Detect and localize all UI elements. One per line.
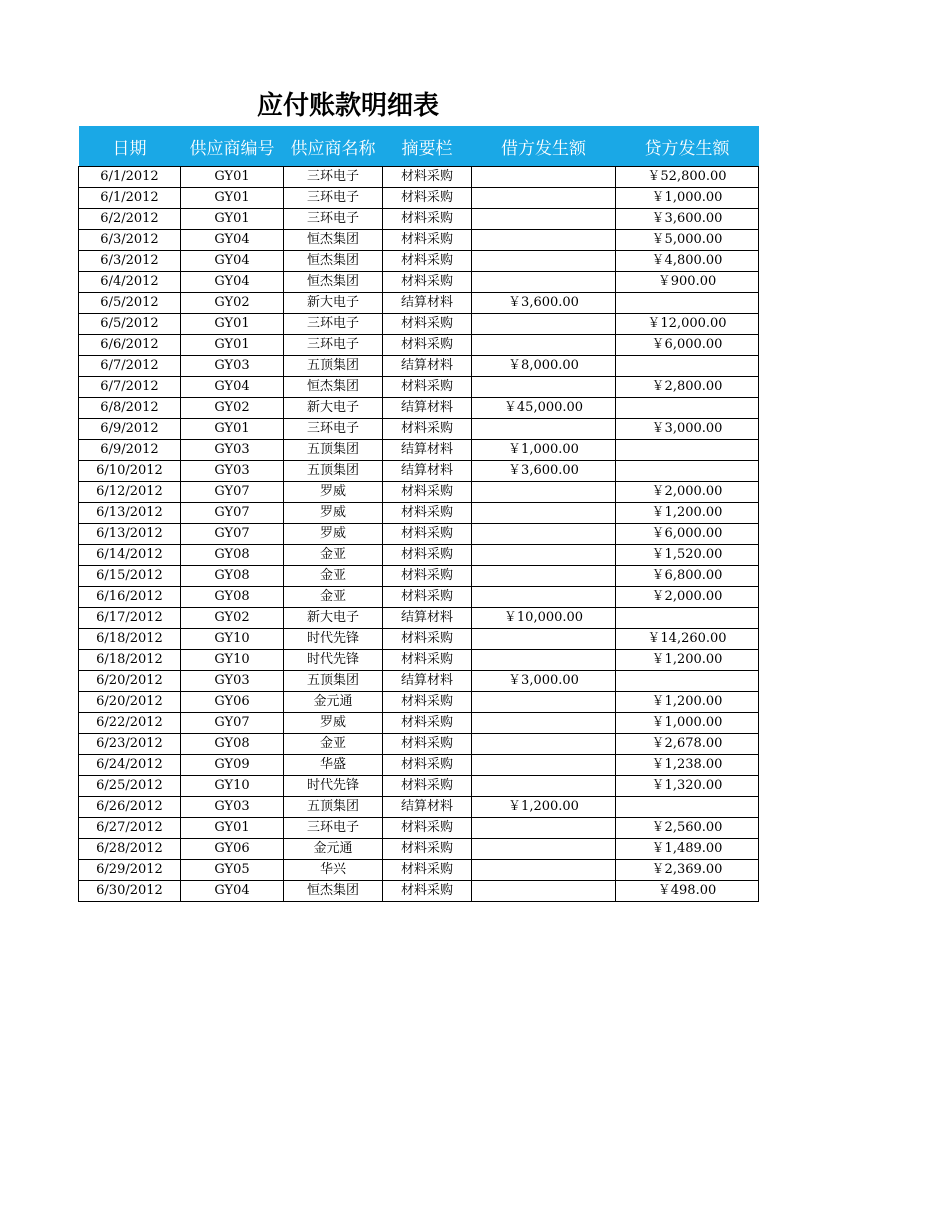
cell-supplier-name: 罗威 — [284, 524, 383, 545]
cell-supplier-id: GY10 — [181, 650, 284, 671]
cell-summary: 材料采购 — [383, 818, 472, 839]
cell-date: 6/5/2012 — [79, 293, 181, 314]
cell-summary: 结算材料 — [383, 671, 472, 692]
cell-date: 6/25/2012 — [79, 776, 181, 797]
cell-supplier-id: GY03 — [181, 461, 284, 482]
cell-date: 6/1/2012 — [79, 188, 181, 209]
cell-debit — [472, 776, 616, 797]
table-row — [79, 314, 759, 335]
cell-debit — [472, 629, 616, 650]
cell-debit — [472, 524, 616, 545]
cell-debit — [472, 230, 616, 251]
cell-supplier-name: 罗威 — [284, 482, 383, 503]
cell-date: 6/23/2012 — [79, 734, 181, 755]
table-row — [79, 629, 759, 650]
table-row — [79, 293, 759, 314]
cell-supplier-name: 五顶集团 — [284, 461, 383, 482]
cell-supplier-id: GY06 — [181, 692, 284, 713]
cell-supplier-name: 恒杰集团 — [284, 251, 383, 272]
cell-summary: 结算材料 — [383, 461, 472, 482]
cell-credit: ￥6,000.00 — [616, 335, 759, 356]
cell-debit: ￥1,000.00 — [472, 440, 616, 461]
cell-date: 6/3/2012 — [79, 251, 181, 272]
cell-supplier-name: 五顶集团 — [284, 356, 383, 377]
cell-supplier-id: GY04 — [181, 377, 284, 398]
table-row — [79, 461, 759, 482]
cell-debit — [472, 482, 616, 503]
header-date: 日期 — [79, 126, 181, 167]
cell-date: 6/16/2012 — [79, 587, 181, 608]
cell-summary: 材料采购 — [383, 167, 472, 188]
cell-supplier-id: GY01 — [181, 419, 284, 440]
cell-credit: ￥4,800.00 — [616, 251, 759, 272]
cell-date: 6/29/2012 — [79, 860, 181, 881]
cell-summary: 材料采购 — [383, 587, 472, 608]
cell-date: 6/20/2012 — [79, 692, 181, 713]
table-row — [79, 356, 759, 377]
cell-supplier-id: GY07 — [181, 482, 284, 503]
cell-date: 6/30/2012 — [79, 881, 181, 902]
cell-credit: ￥1,200.00 — [616, 650, 759, 671]
cell-supplier-name: 新大电子 — [284, 293, 383, 314]
cell-supplier-name: 金亚 — [284, 545, 383, 566]
table-row — [79, 335, 759, 356]
cell-credit: ￥2,000.00 — [616, 587, 759, 608]
cell-supplier-name: 五顶集团 — [284, 797, 383, 818]
table-row — [79, 566, 759, 587]
cell-debit — [472, 251, 616, 272]
cell-debit — [472, 335, 616, 356]
cell-credit: ￥52,800.00 — [616, 167, 759, 188]
payables-table — [78, 126, 759, 902]
cell-supplier-id: GY08 — [181, 566, 284, 587]
cell-date: 6/24/2012 — [79, 755, 181, 776]
cell-date: 6/12/2012 — [79, 482, 181, 503]
cell-date: 6/9/2012 — [79, 440, 181, 461]
cell-supplier-id: GY07 — [181, 503, 284, 524]
cell-summary: 材料采购 — [383, 503, 472, 524]
cell-debit — [472, 314, 616, 335]
cell-supplier-id: GY01 — [181, 818, 284, 839]
cell-date: 6/2/2012 — [79, 209, 181, 230]
cell-credit: ￥6,800.00 — [616, 566, 759, 587]
table-row — [79, 713, 759, 734]
cell-date: 6/18/2012 — [79, 629, 181, 650]
cell-credit — [616, 398, 759, 419]
table-row — [79, 587, 759, 608]
cell-summary: 材料采购 — [383, 230, 472, 251]
cell-supplier-name: 五顶集团 — [284, 671, 383, 692]
cell-credit: ￥1,000.00 — [616, 188, 759, 209]
cell-summary: 材料采购 — [383, 335, 472, 356]
cell-summary: 结算材料 — [383, 608, 472, 629]
table-row — [79, 650, 759, 671]
cell-date: 6/5/2012 — [79, 314, 181, 335]
cell-supplier-name: 金元通 — [284, 692, 383, 713]
header-row — [79, 126, 759, 167]
cell-supplier-id: GY04 — [181, 251, 284, 272]
cell-supplier-id: GY10 — [181, 629, 284, 650]
page-title: 应付账款明细表 — [256, 91, 439, 121]
cell-supplier-name: 三环电子 — [284, 188, 383, 209]
cell-supplier-id: GY08 — [181, 545, 284, 566]
cell-date: 6/7/2012 — [79, 356, 181, 377]
cell-debit — [472, 713, 616, 734]
cell-supplier-name: 三环电子 — [284, 818, 383, 839]
cell-summary: 材料采购 — [383, 860, 472, 881]
cell-supplier-id: GY01 — [181, 167, 284, 188]
cell-summary: 材料采购 — [383, 881, 472, 902]
cell-summary: 材料采购 — [383, 629, 472, 650]
cell-supplier-id: GY04 — [181, 881, 284, 902]
cell-date: 6/20/2012 — [79, 671, 181, 692]
header-summary: 摘要栏 — [383, 126, 472, 167]
cell-summary: 材料采购 — [383, 650, 472, 671]
cell-summary: 结算材料 — [383, 440, 472, 461]
cell-credit — [616, 440, 759, 461]
cell-date: 6/7/2012 — [79, 377, 181, 398]
table-row — [79, 839, 759, 860]
cell-supplier-name: 恒杰集团 — [284, 881, 383, 902]
cell-supplier-id: GY08 — [181, 587, 284, 608]
table-row — [79, 398, 759, 419]
cell-supplier-name: 罗威 — [284, 503, 383, 524]
cell-supplier-name: 金亚 — [284, 734, 383, 755]
cell-supplier-id: GY03 — [181, 797, 284, 818]
cell-debit — [472, 587, 616, 608]
cell-debit — [472, 209, 616, 230]
cell-supplier-id: GY04 — [181, 272, 284, 293]
cell-debit — [472, 503, 616, 524]
cell-credit: ￥1,520.00 — [616, 545, 759, 566]
cell-summary: 结算材料 — [383, 293, 472, 314]
cell-supplier-id: GY03 — [181, 440, 284, 461]
cell-date: 6/13/2012 — [79, 524, 181, 545]
cell-supplier-id: GY02 — [181, 398, 284, 419]
table-row — [79, 377, 759, 398]
cell-supplier-name: 三环电子 — [284, 167, 383, 188]
table-row — [79, 860, 759, 881]
cell-summary: 材料采购 — [383, 692, 472, 713]
cell-supplier-name: 金亚 — [284, 566, 383, 587]
cell-credit: ￥14,260.00 — [616, 629, 759, 650]
cell-summary: 结算材料 — [383, 797, 472, 818]
cell-supplier-id: GY01 — [181, 335, 284, 356]
cell-supplier-id: GY02 — [181, 293, 284, 314]
cell-debit: ￥3,600.00 — [472, 293, 616, 314]
cell-summary: 材料采购 — [383, 524, 472, 545]
table-row — [79, 167, 759, 188]
cell-date: 6/8/2012 — [79, 398, 181, 419]
cell-summary: 材料采购 — [383, 377, 472, 398]
cell-supplier-id: GY07 — [181, 524, 284, 545]
cell-date: 6/28/2012 — [79, 839, 181, 860]
table-row — [79, 776, 759, 797]
cell-debit — [472, 818, 616, 839]
cell-summary: 材料采购 — [383, 566, 472, 587]
table-row — [79, 188, 759, 209]
cell-date: 6/17/2012 — [79, 608, 181, 629]
cell-debit — [472, 419, 616, 440]
cell-credit — [616, 356, 759, 377]
cell-supplier-id: GY05 — [181, 860, 284, 881]
cell-supplier-name: 时代先锋 — [284, 650, 383, 671]
table-row — [79, 230, 759, 251]
cell-credit: ￥498.00 — [616, 881, 759, 902]
cell-date: 6/18/2012 — [79, 650, 181, 671]
cell-credit: ￥1,000.00 — [616, 713, 759, 734]
header-credit: 贷方发生额 — [616, 126, 759, 167]
cell-credit — [616, 293, 759, 314]
cell-summary: 结算材料 — [383, 398, 472, 419]
cell-summary: 材料采购 — [383, 545, 472, 566]
cell-supplier-id: GY08 — [181, 734, 284, 755]
cell-supplier-id: GY10 — [181, 776, 284, 797]
cell-date: 6/27/2012 — [79, 818, 181, 839]
cell-credit: ￥2,000.00 — [616, 482, 759, 503]
cell-supplier-name: 三环电子 — [284, 209, 383, 230]
cell-supplier-id: GY01 — [181, 188, 284, 209]
table-row — [79, 545, 759, 566]
cell-date: 6/3/2012 — [79, 230, 181, 251]
cell-supplier-name: 三环电子 — [284, 314, 383, 335]
table-row — [79, 671, 759, 692]
cell-debit — [472, 566, 616, 587]
table-row — [79, 692, 759, 713]
cell-credit — [616, 797, 759, 818]
cell-date: 6/26/2012 — [79, 797, 181, 818]
cell-supplier-name: 恒杰集团 — [284, 272, 383, 293]
cell-summary: 材料采购 — [383, 314, 472, 335]
cell-date: 6/4/2012 — [79, 272, 181, 293]
cell-debit: ￥10,000.00 — [472, 608, 616, 629]
cell-date: 6/9/2012 — [79, 419, 181, 440]
cell-credit: ￥1,238.00 — [616, 755, 759, 776]
cell-credit — [616, 671, 759, 692]
table-row — [79, 608, 759, 629]
cell-date: 6/1/2012 — [79, 167, 181, 188]
cell-supplier-id: GY09 — [181, 755, 284, 776]
table-row — [79, 419, 759, 440]
cell-debit — [472, 860, 616, 881]
cell-supplier-name: 恒杰集团 — [284, 377, 383, 398]
table-row — [79, 524, 759, 545]
cell-debit: ￥45,000.00 — [472, 398, 616, 419]
cell-summary: 材料采购 — [383, 755, 472, 776]
cell-debit: ￥8,000.00 — [472, 356, 616, 377]
cell-debit — [472, 377, 616, 398]
cell-summary: 材料采购 — [383, 776, 472, 797]
cell-debit — [472, 692, 616, 713]
table-row — [79, 734, 759, 755]
cell-summary: 材料采购 — [383, 839, 472, 860]
cell-debit — [472, 881, 616, 902]
cell-credit: ￥2,678.00 — [616, 734, 759, 755]
cell-credit: ￥12,000.00 — [616, 314, 759, 335]
table-row — [79, 881, 759, 902]
cell-supplier-name: 华兴 — [284, 860, 383, 881]
cell-supplier-name: 华盛 — [284, 755, 383, 776]
table-body — [79, 167, 759, 902]
cell-debit — [472, 545, 616, 566]
header-supplier-id: 供应商编号 — [181, 126, 284, 167]
cell-summary: 结算材料 — [383, 356, 472, 377]
cell-credit: ￥6,000.00 — [616, 524, 759, 545]
cell-debit — [472, 650, 616, 671]
cell-summary: 材料采购 — [383, 209, 472, 230]
cell-supplier-id: GY03 — [181, 671, 284, 692]
table-row — [79, 818, 759, 839]
cell-supplier-name: 三环电子 — [284, 419, 383, 440]
cell-credit: ￥1,200.00 — [616, 503, 759, 524]
cell-supplier-name: 恒杰集团 — [284, 230, 383, 251]
cell-debit: ￥3,000.00 — [472, 671, 616, 692]
cell-summary: 材料采购 — [383, 272, 472, 293]
cell-credit: ￥3,000.00 — [616, 419, 759, 440]
cell-credit — [616, 608, 759, 629]
cell-date: 6/10/2012 — [79, 461, 181, 482]
cell-debit — [472, 839, 616, 860]
cell-supplier-name: 新大电子 — [284, 608, 383, 629]
table-row — [79, 755, 759, 776]
cell-supplier-name: 金元通 — [284, 839, 383, 860]
table-row — [79, 440, 759, 461]
cell-credit: ￥2,560.00 — [616, 818, 759, 839]
cell-debit — [472, 167, 616, 188]
cell-credit: ￥1,489.00 — [616, 839, 759, 860]
cell-supplier-id: GY01 — [181, 209, 284, 230]
cell-summary: 材料采购 — [383, 419, 472, 440]
cell-supplier-id: GY07 — [181, 713, 284, 734]
table-row — [79, 272, 759, 293]
cell-credit: ￥2,369.00 — [616, 860, 759, 881]
header-supplier-name: 供应商名称 — [284, 126, 383, 167]
table-row — [79, 503, 759, 524]
cell-supplier-name: 罗威 — [284, 713, 383, 734]
cell-date: 6/14/2012 — [79, 545, 181, 566]
cell-date: 6/15/2012 — [79, 566, 181, 587]
cell-credit — [616, 461, 759, 482]
cell-supplier-name: 三环电子 — [284, 335, 383, 356]
cell-date: 6/13/2012 — [79, 503, 181, 524]
cell-credit: ￥1,200.00 — [616, 692, 759, 713]
cell-supplier-id: GY06 — [181, 839, 284, 860]
table-row — [79, 209, 759, 230]
cell-credit: ￥2,800.00 — [616, 377, 759, 398]
cell-debit — [472, 755, 616, 776]
cell-debit — [472, 734, 616, 755]
cell-debit — [472, 272, 616, 293]
cell-debit: ￥1,200.00 — [472, 797, 616, 818]
cell-summary: 材料采购 — [383, 482, 472, 503]
cell-supplier-name: 时代先锋 — [284, 776, 383, 797]
cell-credit: ￥3,600.00 — [616, 209, 759, 230]
table-row — [79, 797, 759, 818]
cell-debit — [472, 188, 616, 209]
header-debit: 借方发生额 — [472, 126, 616, 167]
cell-summary: 材料采购 — [383, 251, 472, 272]
cell-supplier-id: GY04 — [181, 230, 284, 251]
cell-supplier-name: 时代先锋 — [284, 629, 383, 650]
cell-date: 6/22/2012 — [79, 713, 181, 734]
table-row — [79, 482, 759, 503]
cell-summary: 材料采购 — [383, 734, 472, 755]
cell-summary: 材料采购 — [383, 188, 472, 209]
cell-date: 6/6/2012 — [79, 335, 181, 356]
cell-supplier-id: GY02 — [181, 608, 284, 629]
cell-summary: 材料采购 — [383, 713, 472, 734]
cell-supplier-name: 金亚 — [284, 587, 383, 608]
cell-credit: ￥5,000.00 — [616, 230, 759, 251]
cell-supplier-name: 新大电子 — [284, 398, 383, 419]
cell-credit: ￥900.00 — [616, 272, 759, 293]
cell-supplier-id: GY01 — [181, 314, 284, 335]
cell-debit: ￥3,600.00 — [472, 461, 616, 482]
cell-supplier-id: GY03 — [181, 356, 284, 377]
table-row — [79, 251, 759, 272]
cell-supplier-name: 五顶集团 — [284, 440, 383, 461]
cell-credit: ￥1,320.00 — [616, 776, 759, 797]
